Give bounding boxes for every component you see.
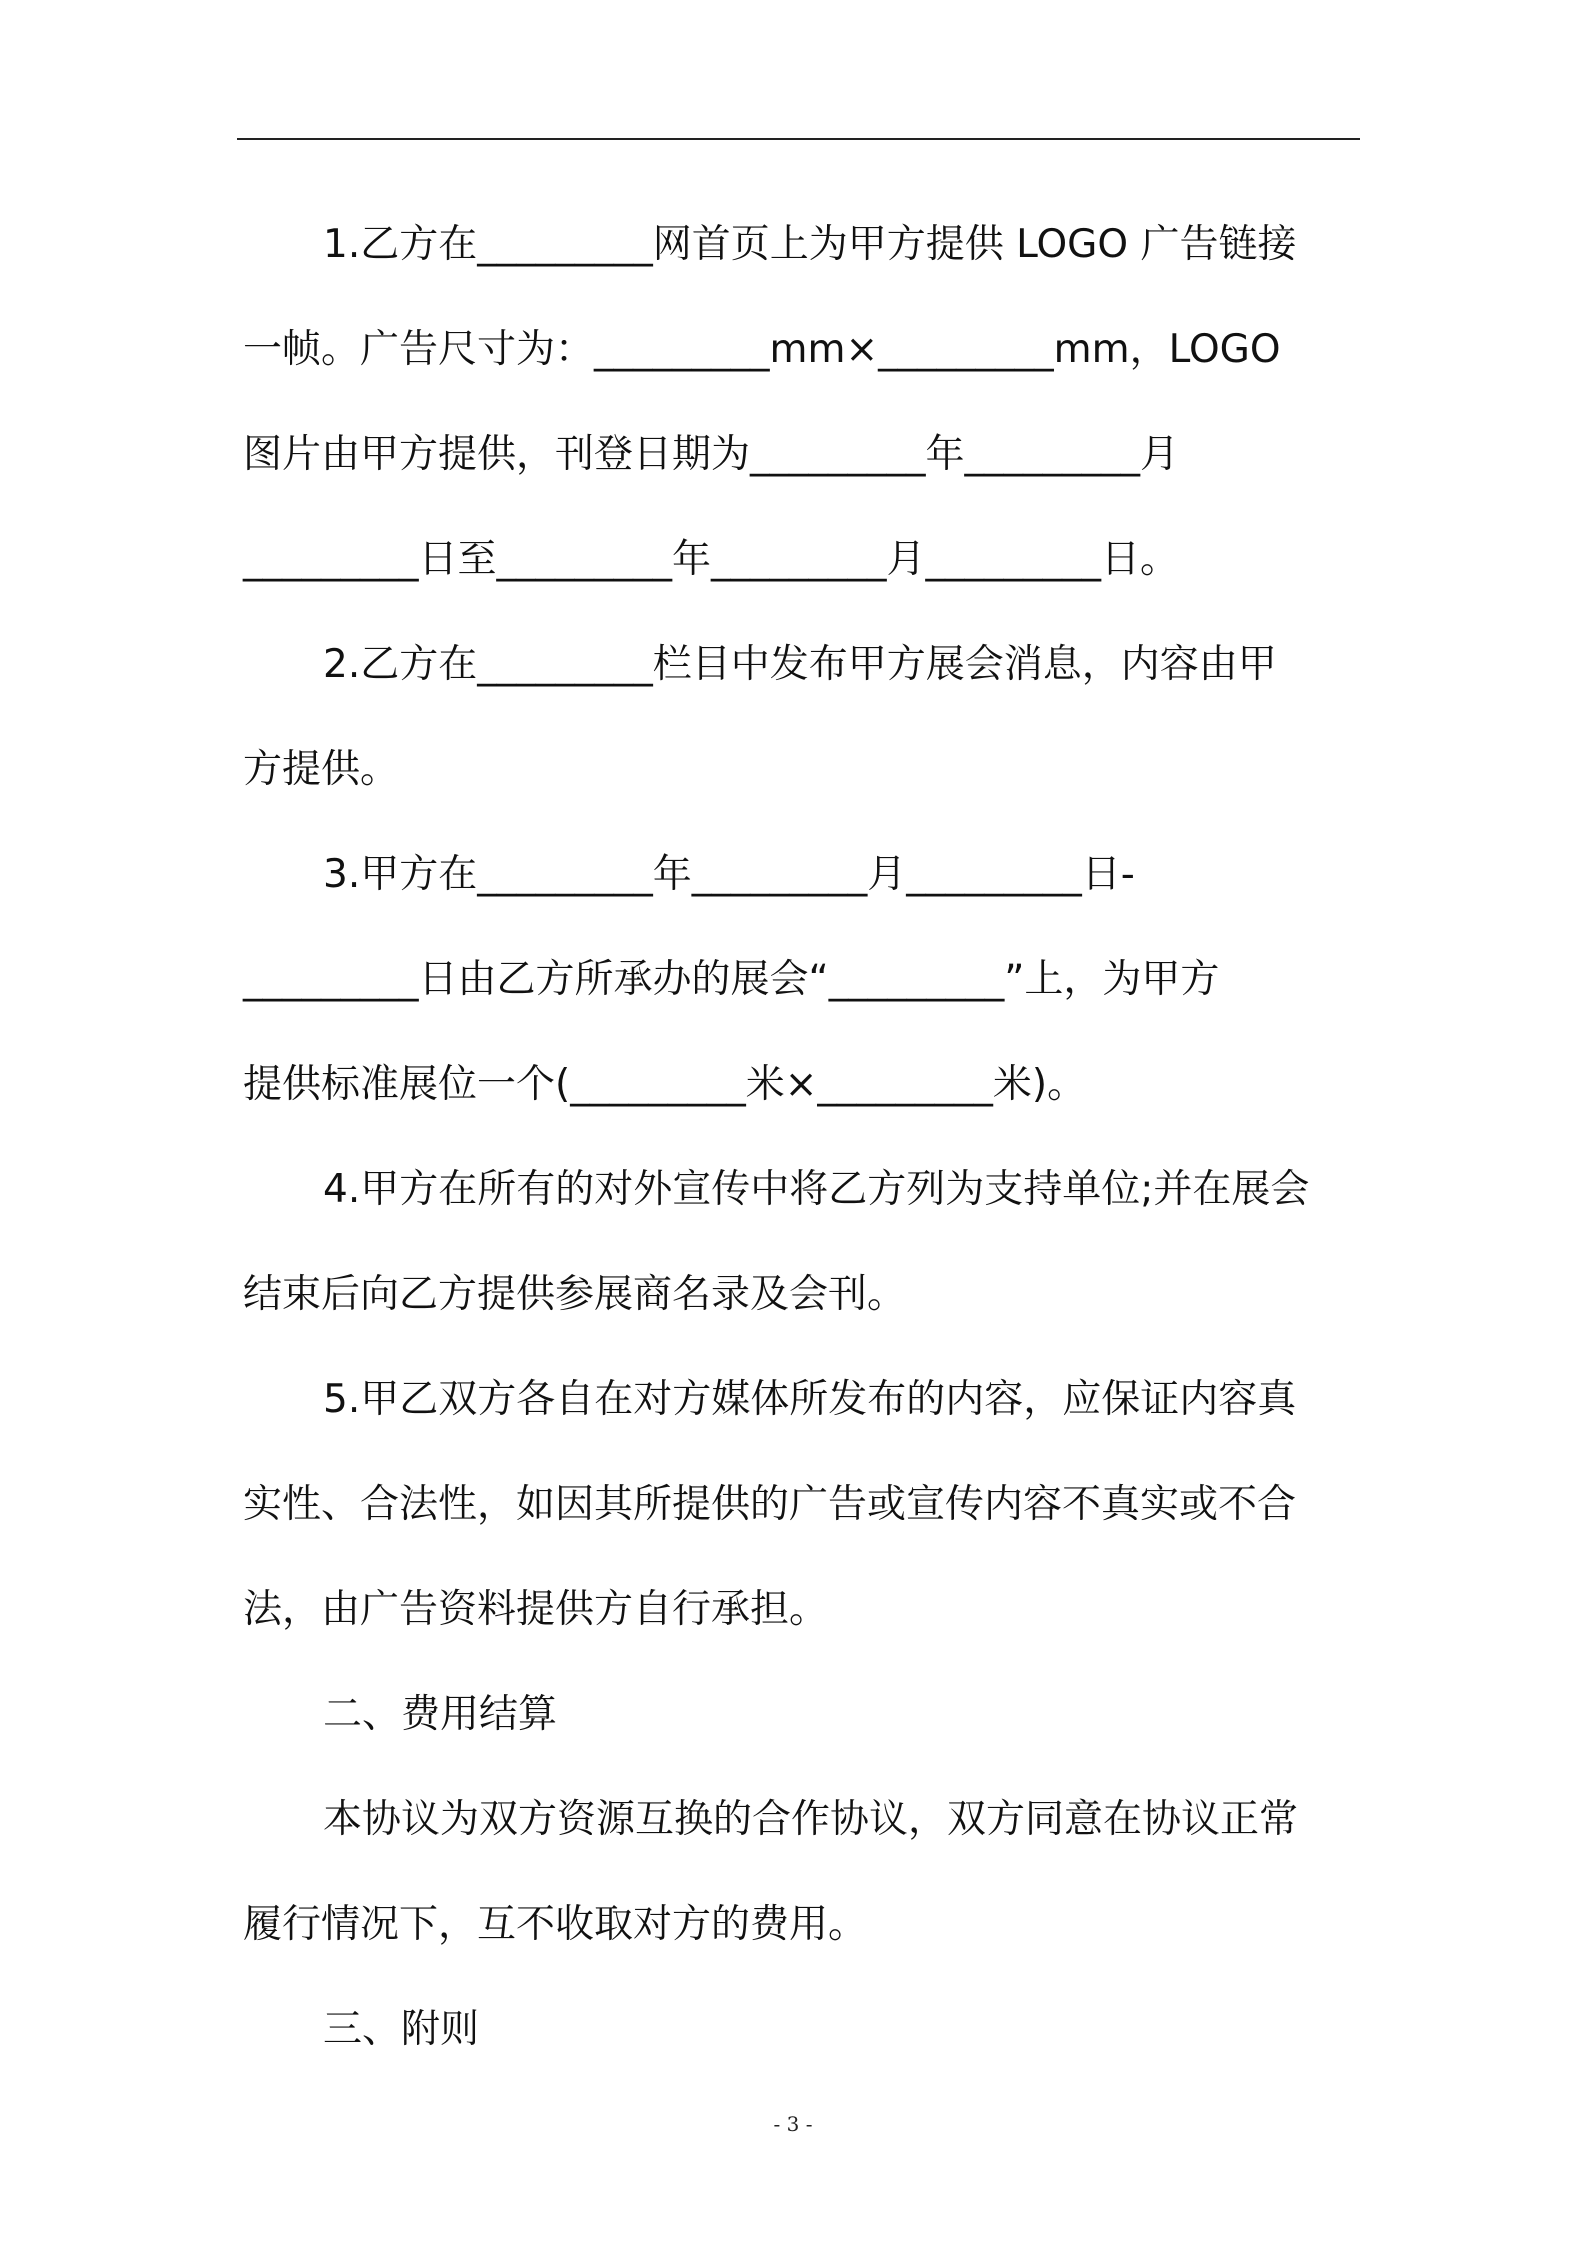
text-line: 3.甲方在_________年_________月_________日- (323, 852, 1135, 897)
text-line: _________日至_________年_________月_________日。 (243, 537, 1180, 582)
text-line: 方提供。 (243, 747, 400, 792)
section-heading-appendix (243, 1977, 1358, 2082)
clause-4-cont (243, 1242, 1358, 1347)
text-line: 一帧。广告尺寸为：_________mm×_________mm，LOGO (243, 327, 1281, 372)
clause-5-cont (243, 1452, 1358, 1662)
text-line: 结束后向乙方提供参展商名录及会刊。 (243, 1272, 907, 1317)
clause-2 (243, 612, 1358, 717)
text-line: 4.甲方在所有的对外宣传中将乙方列为支持单位;并在展会 (323, 1167, 1310, 1212)
header-rule (237, 138, 1360, 140)
text-line: 1.乙方在_________网首页上为甲方提供 LOGO 广告链接 (323, 222, 1297, 267)
section-heading-fees (243, 1662, 1358, 1767)
clause-1 (243, 192, 1358, 297)
clause-1-cont (243, 297, 1358, 612)
clause-3 (243, 822, 1358, 927)
text-line: 提供标准展位一个(_________米×_________米)。 (243, 1062, 1087, 1107)
text-line: 2.乙方在_________栏目中发布甲方展会消息，内容由甲 (323, 642, 1277, 687)
clause-4 (243, 1137, 1358, 1242)
text-line: 法，由广告资料提供方自行承担。 (243, 1587, 829, 1632)
fees-paragraph-cont (243, 1872, 1358, 1977)
clause-5 (243, 1347, 1358, 1452)
clause-3-cont (243, 927, 1358, 1137)
text-line: 三、附则 (323, 2007, 480, 2052)
text-line: 图片由甲方提供，刊登日期为_________年_________月 (243, 432, 1180, 477)
text-line: 本协议为双方资源互换的合作协议，双方同意在协议正常 (323, 1797, 1299, 1842)
text-line: 履行情况下，互不收取对方的费用。 (243, 1902, 868, 1947)
page-number: - 3 - (773, 2112, 813, 2136)
clause-2-cont (243, 717, 1358, 822)
text-line: _________日由乙方所承办的展会“_________”上，为甲方 (243, 957, 1220, 1002)
text-line: 二、费用结算 (323, 1692, 558, 1737)
text-line: 实性、合法性，如因其所提供的广告或宣传内容不真实或不合 (243, 1482, 1297, 1527)
text-line: 5.甲乙双方各自在对方媒体所发布的内容，应保证内容真 (323, 1377, 1297, 1422)
fees-paragraph (243, 1767, 1358, 1872)
document-body (243, 192, 1358, 2082)
